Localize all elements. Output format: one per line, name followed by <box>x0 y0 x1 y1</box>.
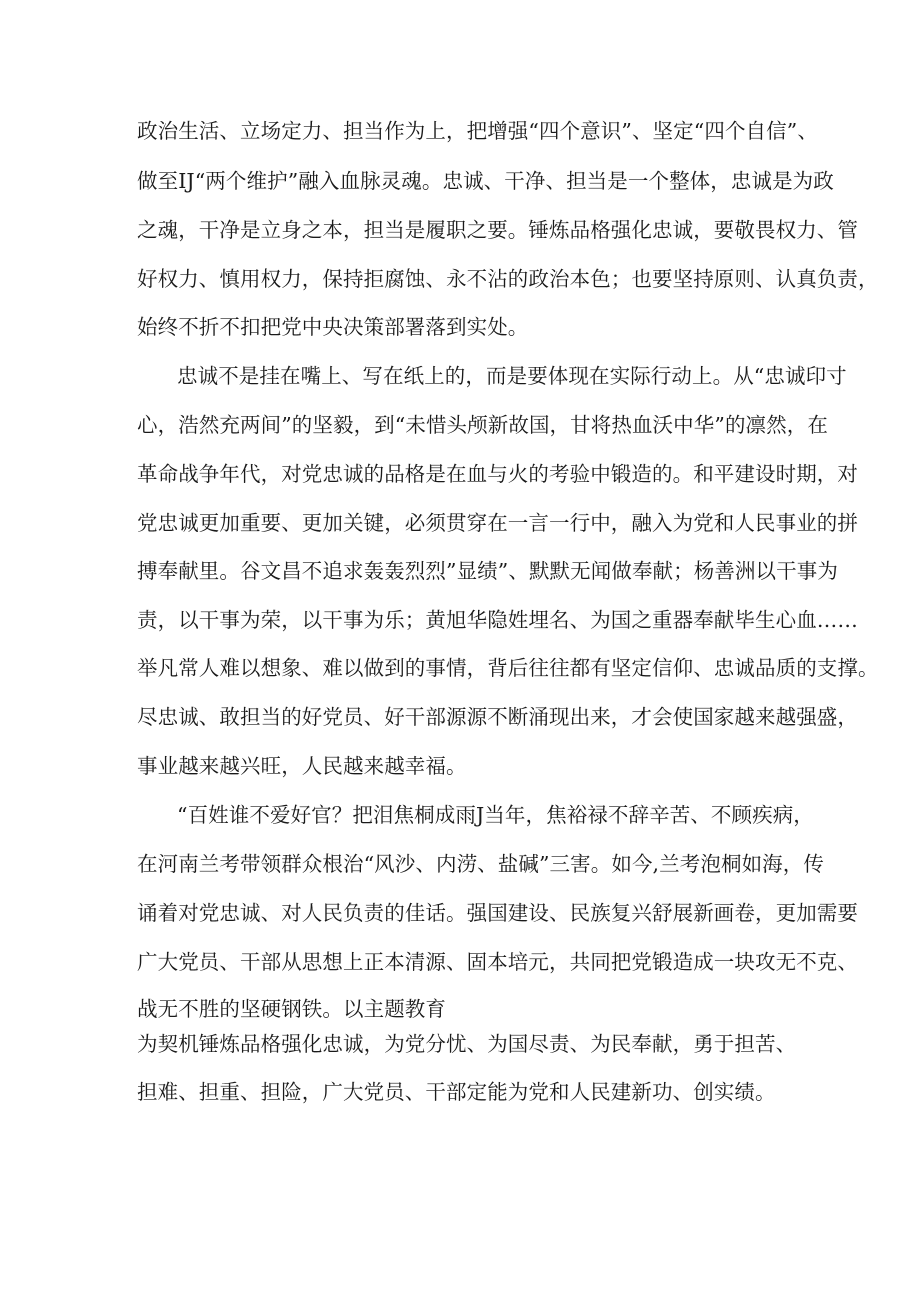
paragraph-2-line-5: 搏奉献里。谷文昌不追求轰轰烈烈”显绩”、默默无闻做奉献；杨善洲以干事为 <box>137 559 838 583</box>
paragraph-3-line-7: 担难、担重、担险，广大党员、干部定能为党和人民建新功、创实绩。 <box>137 1080 776 1104</box>
paragraph-1-line-3: 之魂，干净是立身之本，担当是履职之要。锤炼品格强化忠诚，要敬畏权力、管 <box>137 218 858 242</box>
paragraph-1-line-1: 政治生活、立场定力、担当作为上，把增强“四个意识”、坚定“四个自信”、 <box>137 119 818 143</box>
paragraph-2-line-2: 心，浩然充两间”的坚毅，到“未惜头颅新故国，甘将热血沃中华”的凛然，在 <box>137 413 828 437</box>
paragraph-1-line-5: 始终不折不扣把党中央决策部署落到实处。 <box>137 315 529 339</box>
paragraph-3-line-2: 在河南兰考带领群众根治“风沙、内涝、盐碱”三害。如今,兰考泡桐如海，传 <box>137 852 824 876</box>
paragraph-2-line-1: 忠诚不是挂在嘴上、写在纸上的，而是要体现在实际行动上。从“忠诚印寸 <box>177 364 847 388</box>
paragraph-3-line-1: “百姓谁不爱好官？把泪焦桐成雨J当年，焦裕禄不辞辛苦、不顾疾病， <box>177 803 814 827</box>
paragraph-3-line-4: 广大党员、干部从思想上正本清源、固本培元，共同把党锻造成一块攻无不克、 <box>137 950 858 974</box>
paragraph-1-line-4: 好权力、慎用权力，保持拒腐蚀、永不沾的政治本色；也要坚持原则、认真负责， <box>137 267 879 291</box>
paragraph-3-line-3: 诵着对党忠诚、对人民负责的佳话。强国建设、民族复兴舒展新画卷，更加需要 <box>137 901 858 925</box>
paragraph-2-line-6: 责，以干事为荣，以干事为乐；黄旭华隐姓埋名、为国之重器奉献毕生心血…… <box>137 608 858 632</box>
paragraph-2-line-4: 党忠诚更加重要、更加关键，必须贯穿在一言一行中，融入为党和人民事业的拼 <box>137 511 858 535</box>
paragraph-3-line-6: 为契机锤炼品格强化忠诚，为党分忧、为国尽责、为民奉献，勇于担苦、 <box>137 1032 797 1056</box>
paragraph-2-line-7: 举凡常人难以想象、难以做到的事情，背后往往都有坚定信仰、忠诚品质的支撑。 <box>137 656 879 680</box>
paragraph-2-line-3: 革命战争年代，对党忠诚的品格是在血与火的考验中锻造的。和平建设时期，对 <box>137 462 858 486</box>
paragraph-3-line-5: 战无不胜的坚硬钢铁。以主题教育 <box>137 997 446 1021</box>
paragraph-2-line-8: 尽忠诚、敢担当的好党员、好干部源源不断涌现出来，才会使国家越来越强盛， <box>137 705 858 729</box>
paragraph-2-line-9: 事业越来越兴旺，人民越来越幸福。 <box>137 754 467 778</box>
paragraph-1-line-2: 做至IJ“两个维护”融入血脉灵魂。忠诚、干净、担当是一个整体，忠诚是为政 <box>137 169 834 193</box>
